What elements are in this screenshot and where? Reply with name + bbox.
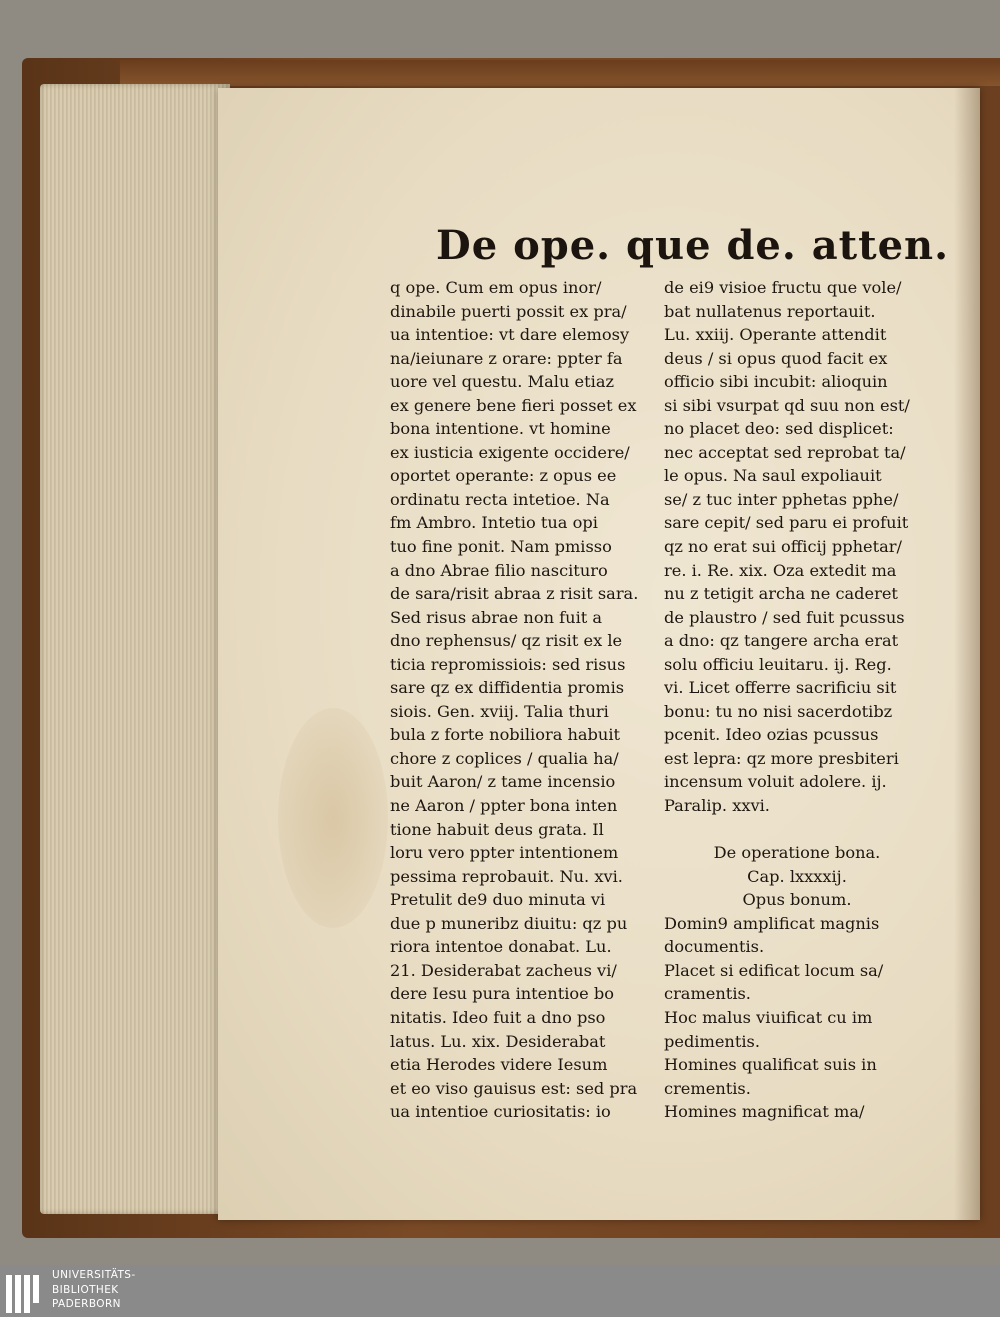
text-line: buit Aaron/ z tame incensio [390, 772, 616, 792]
text-line: incensum voluit adolere. ij. [664, 772, 887, 792]
text-line: Paralip. xxvi. [664, 796, 770, 816]
text-line: le opus. Na saul expoliauit [664, 466, 882, 486]
text-line: et eo viso gauisus est: sed pra [390, 1078, 638, 1098]
text-line: no placet deo: sed displicet: [664, 419, 894, 439]
library-name-line1: UNIVERSITÄTS- [52, 1269, 136, 1281]
verse-line: pedimentis. [664, 1031, 760, 1051]
verse-line: Hoc malus viuificat cu im [664, 1007, 873, 1027]
text-line: de ei9 visioe fructu que vole/ [664, 278, 902, 297]
text-line: Sed risus abrae non fuit a [390, 607, 603, 627]
verse-line: Homines qualificat suis in [664, 1055, 877, 1075]
text-line: dinabile puerti possit ex pra/ [390, 301, 627, 321]
text-line: ex genere bene fieri posset ex [390, 395, 637, 415]
text-line: si sibi vsurpat qd suu non est/ [664, 395, 910, 415]
text-line: bona intentione. vt homine [390, 419, 611, 439]
chapter-heading-subject: Opus bonum. [742, 890, 852, 910]
text-line: ex iusticia exigente occidere/ [390, 442, 630, 462]
chapter-heading-number: Cap. lxxxxij. [747, 866, 847, 886]
text-line: re. i. Re. xix. Oza extedit ma [664, 560, 897, 580]
text-line: loru vero ppter intentionem [390, 843, 619, 863]
library-name-line3: PADERBORN [52, 1298, 121, 1310]
text-line: bula z forte nobiliora habuit [390, 725, 621, 745]
text-line: uore vel questu. Malu etiaz [390, 372, 614, 392]
library-name-line2: BIBLIOTHEK [52, 1283, 119, 1296]
text-line: ua intentioe curiositatis: io [390, 1102, 611, 1122]
text-line: vi. Licet offerre sacrificiu sit [664, 678, 897, 698]
text-line: due p muneribz diuitu: qz pu [390, 913, 628, 933]
text-line: pessima reprobauit. Nu. xvi. [390, 866, 623, 886]
library-name [52, 1268, 136, 1312]
text-line: tuo fine ponit. Nam pmisso [390, 537, 612, 557]
verse-line: documentis. [664, 937, 765, 957]
text-line: deus / si opus quod facit ex [664, 348, 888, 368]
verse-line: Placet si edificat locum sa/ [664, 960, 884, 980]
text-line: ua intentioe: vt dare elemosy [390, 325, 630, 345]
text-line: na/ieiunare z orare: ppter fa [390, 348, 623, 368]
text-line: se/ z tuc inter pphetas pphe/ [664, 489, 899, 509]
text-line: sare qz ex diffidentia promis [390, 678, 625, 698]
text-line: Lu. xxiij. Operante attendit [664, 325, 887, 345]
text-line: etia Herodes videre Iesum [390, 1055, 608, 1075]
text-line: chore z coplices / qualia ha/ [390, 748, 619, 768]
text-line: de sara/risit abraa z risit sara. [390, 584, 639, 604]
text-line: riora intentoe donabat. Lu. [390, 937, 612, 957]
running-head: De ope. que de. atten. [436, 222, 950, 269]
text-line: ordinatu recta intetioe. Na [390, 489, 610, 509]
verse-line: cramentis. [664, 984, 751, 1004]
text-line: siois. Gen. xviij. Talia thuri [390, 701, 609, 721]
text-line: a dno: qz tangere archa erat [664, 631, 899, 651]
right-text-column [664, 276, 930, 1124]
text-line: fm Ambro. Intetio tua opi [390, 513, 598, 533]
text-line: latus. Lu. xix. Desiderabat [390, 1031, 606, 1051]
page-stain [278, 708, 388, 928]
book-cover-top-edge [120, 60, 1000, 86]
text-line: a dno Abrae filio nascituro [390, 560, 608, 580]
text-line: tione habuit deus grata. Il [390, 819, 604, 839]
text-line: q ope. Cum em opus inor/ [390, 278, 602, 297]
chapter-heading-title: De operatione bona. [713, 843, 881, 863]
text-line: de plaustro / sed fuit pcussus [664, 607, 905, 627]
text-line: nitatis. Ideo fuit a dno pso [390, 1007, 606, 1027]
verse-line: Homines magnificat ma/ [664, 1102, 865, 1122]
text-line: bat nullatenus reportauit. [664, 301, 876, 321]
left-text-column [390, 276, 652, 1124]
text-line: qz no erat sui officij pphetar/ [664, 537, 902, 557]
page-gutter-shadow [954, 88, 980, 1220]
book-page [218, 88, 980, 1220]
text-line: dno rephensus/ qz risit ex le [390, 631, 623, 651]
text-line: 21. Desiderabat zacheus vi/ [390, 960, 617, 980]
text-line: sare cepit/ sed paru ei profuit [664, 513, 909, 533]
text-line: solu officiu leuitaru. ij. Reg. [664, 654, 892, 674]
text-line: est lepra: qz more presbiteri [664, 748, 899, 768]
text-line: bonu: tu no nisi sacerdotibz [664, 701, 893, 721]
text-line: ne Aaron / ppter bona inten [390, 796, 618, 816]
text-line: dere Iesu pura intentioe bo [390, 984, 614, 1004]
text-line: ticia repromissiois: sed risus [390, 654, 626, 674]
text-line: Pretulit de9 duo minuta vi [390, 890, 606, 910]
text-line: oportet operante: z opus ee [390, 466, 617, 486]
text-line: pcenit. Ideo ozias pcussus [664, 725, 879, 745]
page-edges-stack [40, 84, 230, 1214]
library-footer-bar [0, 1265, 1000, 1317]
text-line: nu z tetigit archa ne caderet [664, 584, 898, 604]
library-logo-icon [4, 1269, 46, 1313]
verse-line: Domin9 amplificat magnis [664, 913, 880, 933]
verse-line: crementis. [664, 1078, 751, 1098]
text-line: nec acceptat sed reprobat ta/ [664, 442, 906, 462]
text-line: officio sibi incubit: alioquin [664, 372, 888, 392]
